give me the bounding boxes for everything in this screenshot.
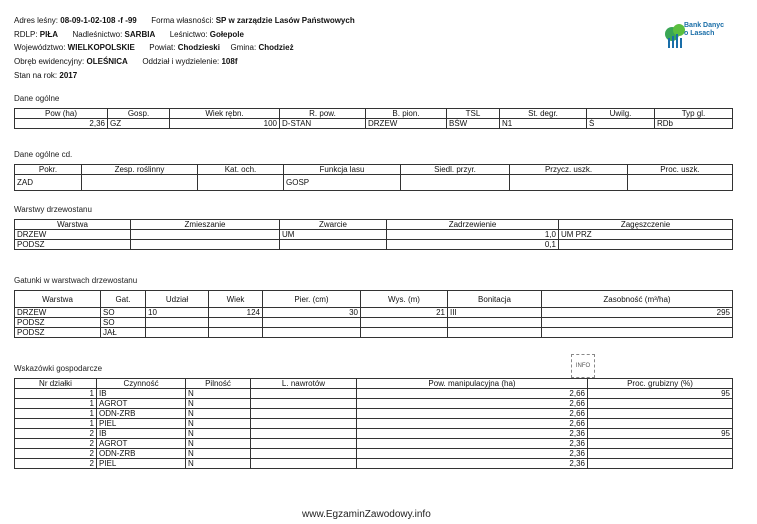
table-cell [542, 318, 733, 328]
table-cell [448, 318, 542, 328]
table-cell: DRZEW [366, 119, 447, 129]
col-header: Typ gl. [655, 109, 733, 119]
table-cell: Ś [587, 119, 655, 129]
table-cell [251, 459, 357, 469]
table-cell: GZ [108, 119, 170, 129]
col-header: Zasobność (m³/ha) [542, 291, 733, 308]
table-cell: PODSZ [15, 328, 101, 338]
table-cell [588, 409, 733, 419]
table-cell [588, 449, 733, 459]
table-gatunki [14, 290, 733, 338]
col-header: R. pow. [280, 109, 366, 119]
table-cell [280, 240, 387, 250]
table-cell: 2 [15, 429, 97, 439]
col-header: Zadrzewienie [387, 220, 559, 230]
table-cell: N [186, 449, 251, 459]
table-cell: N1 [500, 119, 587, 129]
table-cell [146, 328, 209, 338]
col-header: Zmieszanie [131, 220, 280, 230]
table-cell: 0,1 [387, 240, 559, 250]
table-header-row [15, 220, 733, 230]
table-cell: N [186, 399, 251, 409]
table-cell [588, 439, 733, 449]
col-header: Proc. uszk. [628, 165, 733, 175]
table-cell: D-STAN [280, 119, 366, 129]
table-cell [361, 318, 448, 328]
table-row [15, 399, 733, 409]
table-cell: RDb [655, 119, 733, 129]
col-header: Uwilg. [587, 109, 655, 119]
table-cell: 1 [15, 419, 97, 429]
table-cell: 95 [588, 389, 733, 399]
table-cell: 1 [15, 409, 97, 419]
table-cell: III [448, 308, 542, 318]
section-title-wskazowki: Wskazówki gospodarcze [14, 364, 103, 373]
col-header: Proc. grubizny (%) [588, 379, 733, 389]
table-cell [559, 240, 733, 250]
table-header-row [15, 291, 733, 308]
table-cell: IB [97, 429, 186, 439]
table-row [15, 429, 733, 439]
table-cell: 2,36 [357, 439, 588, 449]
col-header: Pow. manipulacyjna (ha) [357, 379, 588, 389]
col-header: L. nawrotów [251, 379, 357, 389]
table-cell: N [186, 439, 251, 449]
col-header: B. pion. [366, 109, 447, 119]
col-header: Siedl. przyr. [401, 165, 510, 175]
section-title-dane-ogolne: Dane ogólne [14, 94, 60, 103]
table-cell: N [186, 419, 251, 429]
table-cell: ODN-ZRB [97, 449, 186, 459]
header-line-5: Stan na rok: 2017 [14, 71, 78, 80]
section-title-gatunki: Gatunki w warstwach drzewostanu [14, 276, 138, 285]
table-cell: N [186, 389, 251, 399]
col-header: TSL [447, 109, 500, 119]
col-header: Wiek [209, 291, 263, 308]
table-cell: DRZEW [15, 230, 131, 240]
col-header: Pilność [186, 379, 251, 389]
table-cell: 124 [209, 308, 263, 318]
table-header-row [15, 109, 733, 119]
table-cell [263, 318, 361, 328]
table-cell: 2,36 [357, 459, 588, 469]
table-cell: BŚW [447, 119, 500, 129]
table-row [15, 409, 733, 419]
table-cell: 2,36 [15, 119, 108, 129]
table-cell [361, 328, 448, 338]
col-header: Bonitacja [448, 291, 542, 308]
table-cell: GOSP [284, 175, 401, 191]
table-cell [209, 318, 263, 328]
table-cell: UM PRZ [559, 230, 733, 240]
table-row [15, 389, 733, 399]
table-cell: 2,66 [357, 419, 588, 429]
table-cell [251, 429, 357, 439]
logo-text: Bank Danyc o Lasach [684, 22, 725, 37]
col-header: Nr działki [15, 379, 97, 389]
table-row [15, 240, 733, 250]
table-row [15, 318, 733, 328]
col-header: Zesp. roślinny [82, 165, 198, 175]
table-cell [588, 399, 733, 409]
table-cell: PIEL [97, 459, 186, 469]
col-header: Pow (ha) [15, 109, 108, 119]
header-line-1: Adres leśny: 08-09-1-02-108 -f -99 Forma własności: SP w zarządzie Lasów Państwowych [14, 16, 355, 25]
table-cell: 2 [15, 449, 97, 459]
table-row [15, 439, 733, 449]
table-cell: 2,36 [357, 449, 588, 459]
table-cell [209, 328, 263, 338]
col-header: Czynność [97, 379, 186, 389]
table-warstwy [14, 219, 733, 250]
table-cell: AGROT [97, 439, 186, 449]
table-cell [588, 419, 733, 429]
col-header: Gosp. [108, 109, 170, 119]
table-row [15, 175, 733, 191]
table-row [15, 328, 733, 338]
table-row [15, 459, 733, 469]
table-cell: N [186, 459, 251, 469]
qr-code-icon: INFO [571, 354, 595, 378]
table-cell [401, 175, 510, 191]
table-cell [263, 328, 361, 338]
col-header: Wys. (m) [361, 291, 448, 308]
table-cell: 2 [15, 459, 97, 469]
table-cell: PODSZ [15, 240, 131, 250]
table-wskazowki [14, 378, 733, 469]
table-cell [251, 449, 357, 459]
table-cell: 1 [15, 389, 97, 399]
table-cell [542, 328, 733, 338]
table-cell: N [186, 409, 251, 419]
table-cell: 1,0 [387, 230, 559, 240]
table-header-row [15, 165, 733, 175]
col-header: Zwarcie [280, 220, 387, 230]
col-header: Gat. [101, 291, 146, 308]
col-header: Warstwa [15, 291, 101, 308]
col-header: St. degr. [500, 109, 587, 119]
table-cell: N [186, 429, 251, 439]
table-cell: ZAD [15, 175, 82, 191]
col-header: Przycz. uszk. [510, 165, 628, 175]
header-line-4: Obręb ewidencyjny: OLEŚNICA Oddział i wydzielenie: 108f [14, 57, 238, 66]
table-row [15, 119, 733, 129]
table-dane-ogolne [14, 108, 733, 129]
col-header: Pokr. [15, 165, 82, 175]
col-header: Pier. (cm) [263, 291, 361, 308]
table-row [15, 419, 733, 429]
table-cell: AGROT [97, 399, 186, 409]
table-cell: 2,66 [357, 399, 588, 409]
table-cell: UM [280, 230, 387, 240]
table-cell: 2 [15, 439, 97, 449]
table-cell [448, 328, 542, 338]
table-cell: 2,66 [357, 409, 588, 419]
table-cell: IB [97, 389, 186, 399]
table-cell: ODN-ZRB [97, 409, 186, 419]
table-cell: SO [101, 318, 146, 328]
watermark: www.EgzaminZawodowy.info [302, 509, 431, 520]
col-header: Funkcja lasu [284, 165, 401, 175]
table-cell [131, 230, 280, 240]
table-cell [251, 419, 357, 429]
table-cell [131, 240, 280, 250]
col-header: Warstwa [15, 220, 131, 230]
table-cell [251, 439, 357, 449]
table-cell: 295 [542, 308, 733, 318]
table-cell: JAŁ [101, 328, 146, 338]
col-header: Kat. och. [198, 165, 284, 175]
table-cell: PIEL [97, 419, 186, 429]
table-cell [588, 459, 733, 469]
table-cell [198, 175, 284, 191]
col-header: Wiek rębn. [170, 109, 280, 119]
table-cell: 95 [588, 429, 733, 439]
table-cell [146, 318, 209, 328]
table-cell [251, 409, 357, 419]
table-cell [628, 175, 733, 191]
table-cell: 30 [263, 308, 361, 318]
table-row [15, 230, 733, 240]
table-cell: 2,66 [357, 389, 588, 399]
table-cell: 10 [146, 308, 209, 318]
table-cell [510, 175, 628, 191]
table-row [15, 308, 733, 318]
table-cell: 21 [361, 308, 448, 318]
header-line-2: RDLP: PIŁA Nadleśnictwo: SARBIA Leśnictwo: Gołepole [14, 30, 244, 39]
table-cell [251, 399, 357, 409]
header-line-3: Województwo: WIELKOPOLSKIE Powiat: Chodzieski Gmina: Chodzież [14, 43, 294, 52]
table-row [15, 449, 733, 459]
table-dane-ogolne-cd [14, 164, 733, 191]
col-header: Zagęszczenie [559, 220, 733, 230]
section-title-warstwy: Warstwy drzewostanu [14, 205, 92, 214]
table-header-row [15, 379, 733, 389]
table-cell: 100 [170, 119, 280, 129]
table-cell [82, 175, 198, 191]
table-cell: PODSZ [15, 318, 101, 328]
section-title-dane-ogolne-cd: Dane ogólne cd. [14, 150, 73, 159]
table-cell: 1 [15, 399, 97, 409]
table-cell: SO [101, 308, 146, 318]
table-cell: 2,36 [357, 429, 588, 439]
col-header: Udział [146, 291, 209, 308]
table-cell: DRZEW [15, 308, 101, 318]
table-cell [251, 389, 357, 399]
